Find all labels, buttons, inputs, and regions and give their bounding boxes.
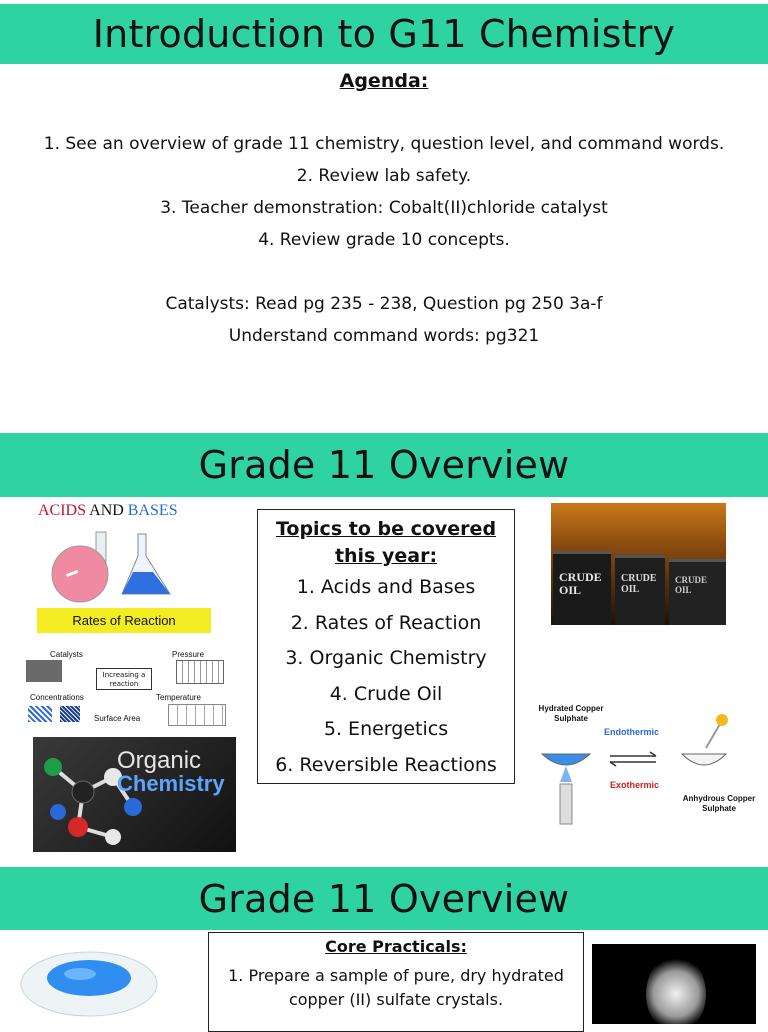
smoke-cloud-icon bbox=[646, 954, 706, 1024]
topics-box bbox=[257, 509, 515, 784]
flasks-illustration bbox=[40, 528, 200, 604]
crude-oil-image bbox=[551, 503, 726, 625]
agenda-list bbox=[0, 128, 768, 256]
topic-item: 4. Crude Oil bbox=[329, 682, 443, 705]
particles-dense-icon bbox=[60, 706, 80, 722]
anhydrous-label: Anhydrous Copper Sulphate bbox=[682, 794, 756, 813]
bases-word: BASES bbox=[127, 502, 178, 519]
organic-chemistry-image bbox=[33, 737, 236, 852]
agenda-item: 4. Review grade 10 concepts. bbox=[258, 230, 510, 250]
slide3-title-banner bbox=[0, 867, 768, 930]
rates-label-box bbox=[37, 608, 211, 633]
slide2-title-banner bbox=[0, 433, 768, 497]
endothermic-label: Endothermic bbox=[604, 727, 660, 737]
organic-word: Organic bbox=[117, 747, 202, 774]
agenda-note: Understand command words: pg321 bbox=[228, 326, 540, 346]
topic-item: 3. Organic Chemistry bbox=[285, 647, 487, 670]
slide2-title: Grade 11 Overview bbox=[198, 443, 570, 487]
agenda-item: 1. See an overview of grade 11 chemistry, question level, and command words. bbox=[43, 134, 725, 154]
topics-heading: Topics to be covered this year: bbox=[275, 518, 497, 567]
core-practical-item: 1. Prepare a sample of pure, dry hydrated copper (II) sulfate crystals. bbox=[228, 966, 564, 1009]
agenda-note: Catalysts: Read pg 235 - 238, Question pg 250 3a-f bbox=[165, 294, 603, 314]
agenda-notes bbox=[0, 288, 768, 352]
copper-sulphate-diagram bbox=[530, 700, 760, 830]
rates-diagram bbox=[22, 648, 227, 728]
surface-area-label: Surface Area bbox=[94, 714, 141, 723]
agenda-heading: Agenda: bbox=[339, 70, 429, 92]
slide1-title: Introduction to G11 Chemistry bbox=[92, 12, 676, 56]
exothermic-label: Exothermic bbox=[610, 780, 660, 790]
hydrated-label: Hydrated Copper Sulphate bbox=[538, 704, 604, 723]
round-flask-icon bbox=[52, 532, 108, 602]
temperature-label: Temperature bbox=[156, 693, 201, 702]
agenda-item: 2. Review lab safety. bbox=[296, 166, 472, 186]
pressure-grid-icon bbox=[176, 660, 224, 684]
topic-item: 2. Rates of Reaction bbox=[290, 611, 482, 634]
cubes-icon bbox=[168, 704, 226, 726]
acids-bases-label bbox=[38, 502, 178, 520]
core-practicals-heading: Core Practicals: bbox=[325, 937, 467, 956]
topic-item: 6. Reversible Reactions bbox=[275, 753, 497, 776]
slide1-title-banner bbox=[0, 4, 768, 64]
topic-item: 1. Acids and Bases bbox=[296, 576, 476, 598]
copper-sulfate-dish-image bbox=[18, 940, 160, 1024]
acids-word: ACIDS bbox=[38, 502, 87, 519]
rates-label: Rates of Reaction bbox=[72, 613, 176, 628]
catalysts-photo bbox=[26, 660, 62, 682]
core-practicals-box bbox=[208, 932, 584, 1032]
reaction-apparatus-icon bbox=[530, 700, 760, 830]
topic-item: 5. Energetics bbox=[323, 718, 449, 741]
pressure-label: Pressure bbox=[172, 650, 205, 659]
particles-icon bbox=[28, 706, 52, 722]
smoke-image bbox=[592, 944, 756, 1024]
slide3-title: Grade 11 Overview bbox=[198, 876, 570, 921]
agenda-item: 3. Teacher demonstration: Cobalt(II)chloride catalyst bbox=[160, 198, 608, 218]
concentrations-label: Concentrations bbox=[30, 693, 84, 702]
barrel-label: CRUDE OIL bbox=[559, 570, 602, 597]
increasing-reaction-box: Increasing a reaction bbox=[96, 668, 152, 690]
barrel-label: CRUDE OIL bbox=[675, 575, 708, 595]
barrel-label: CRUDE OIL bbox=[621, 573, 657, 595]
chemistry-word: Chemistry bbox=[117, 771, 225, 796]
and-word: AND bbox=[86, 502, 128, 519]
conical-flask-icon bbox=[122, 534, 170, 594]
catalysts-label: Catalysts bbox=[50, 650, 83, 659]
